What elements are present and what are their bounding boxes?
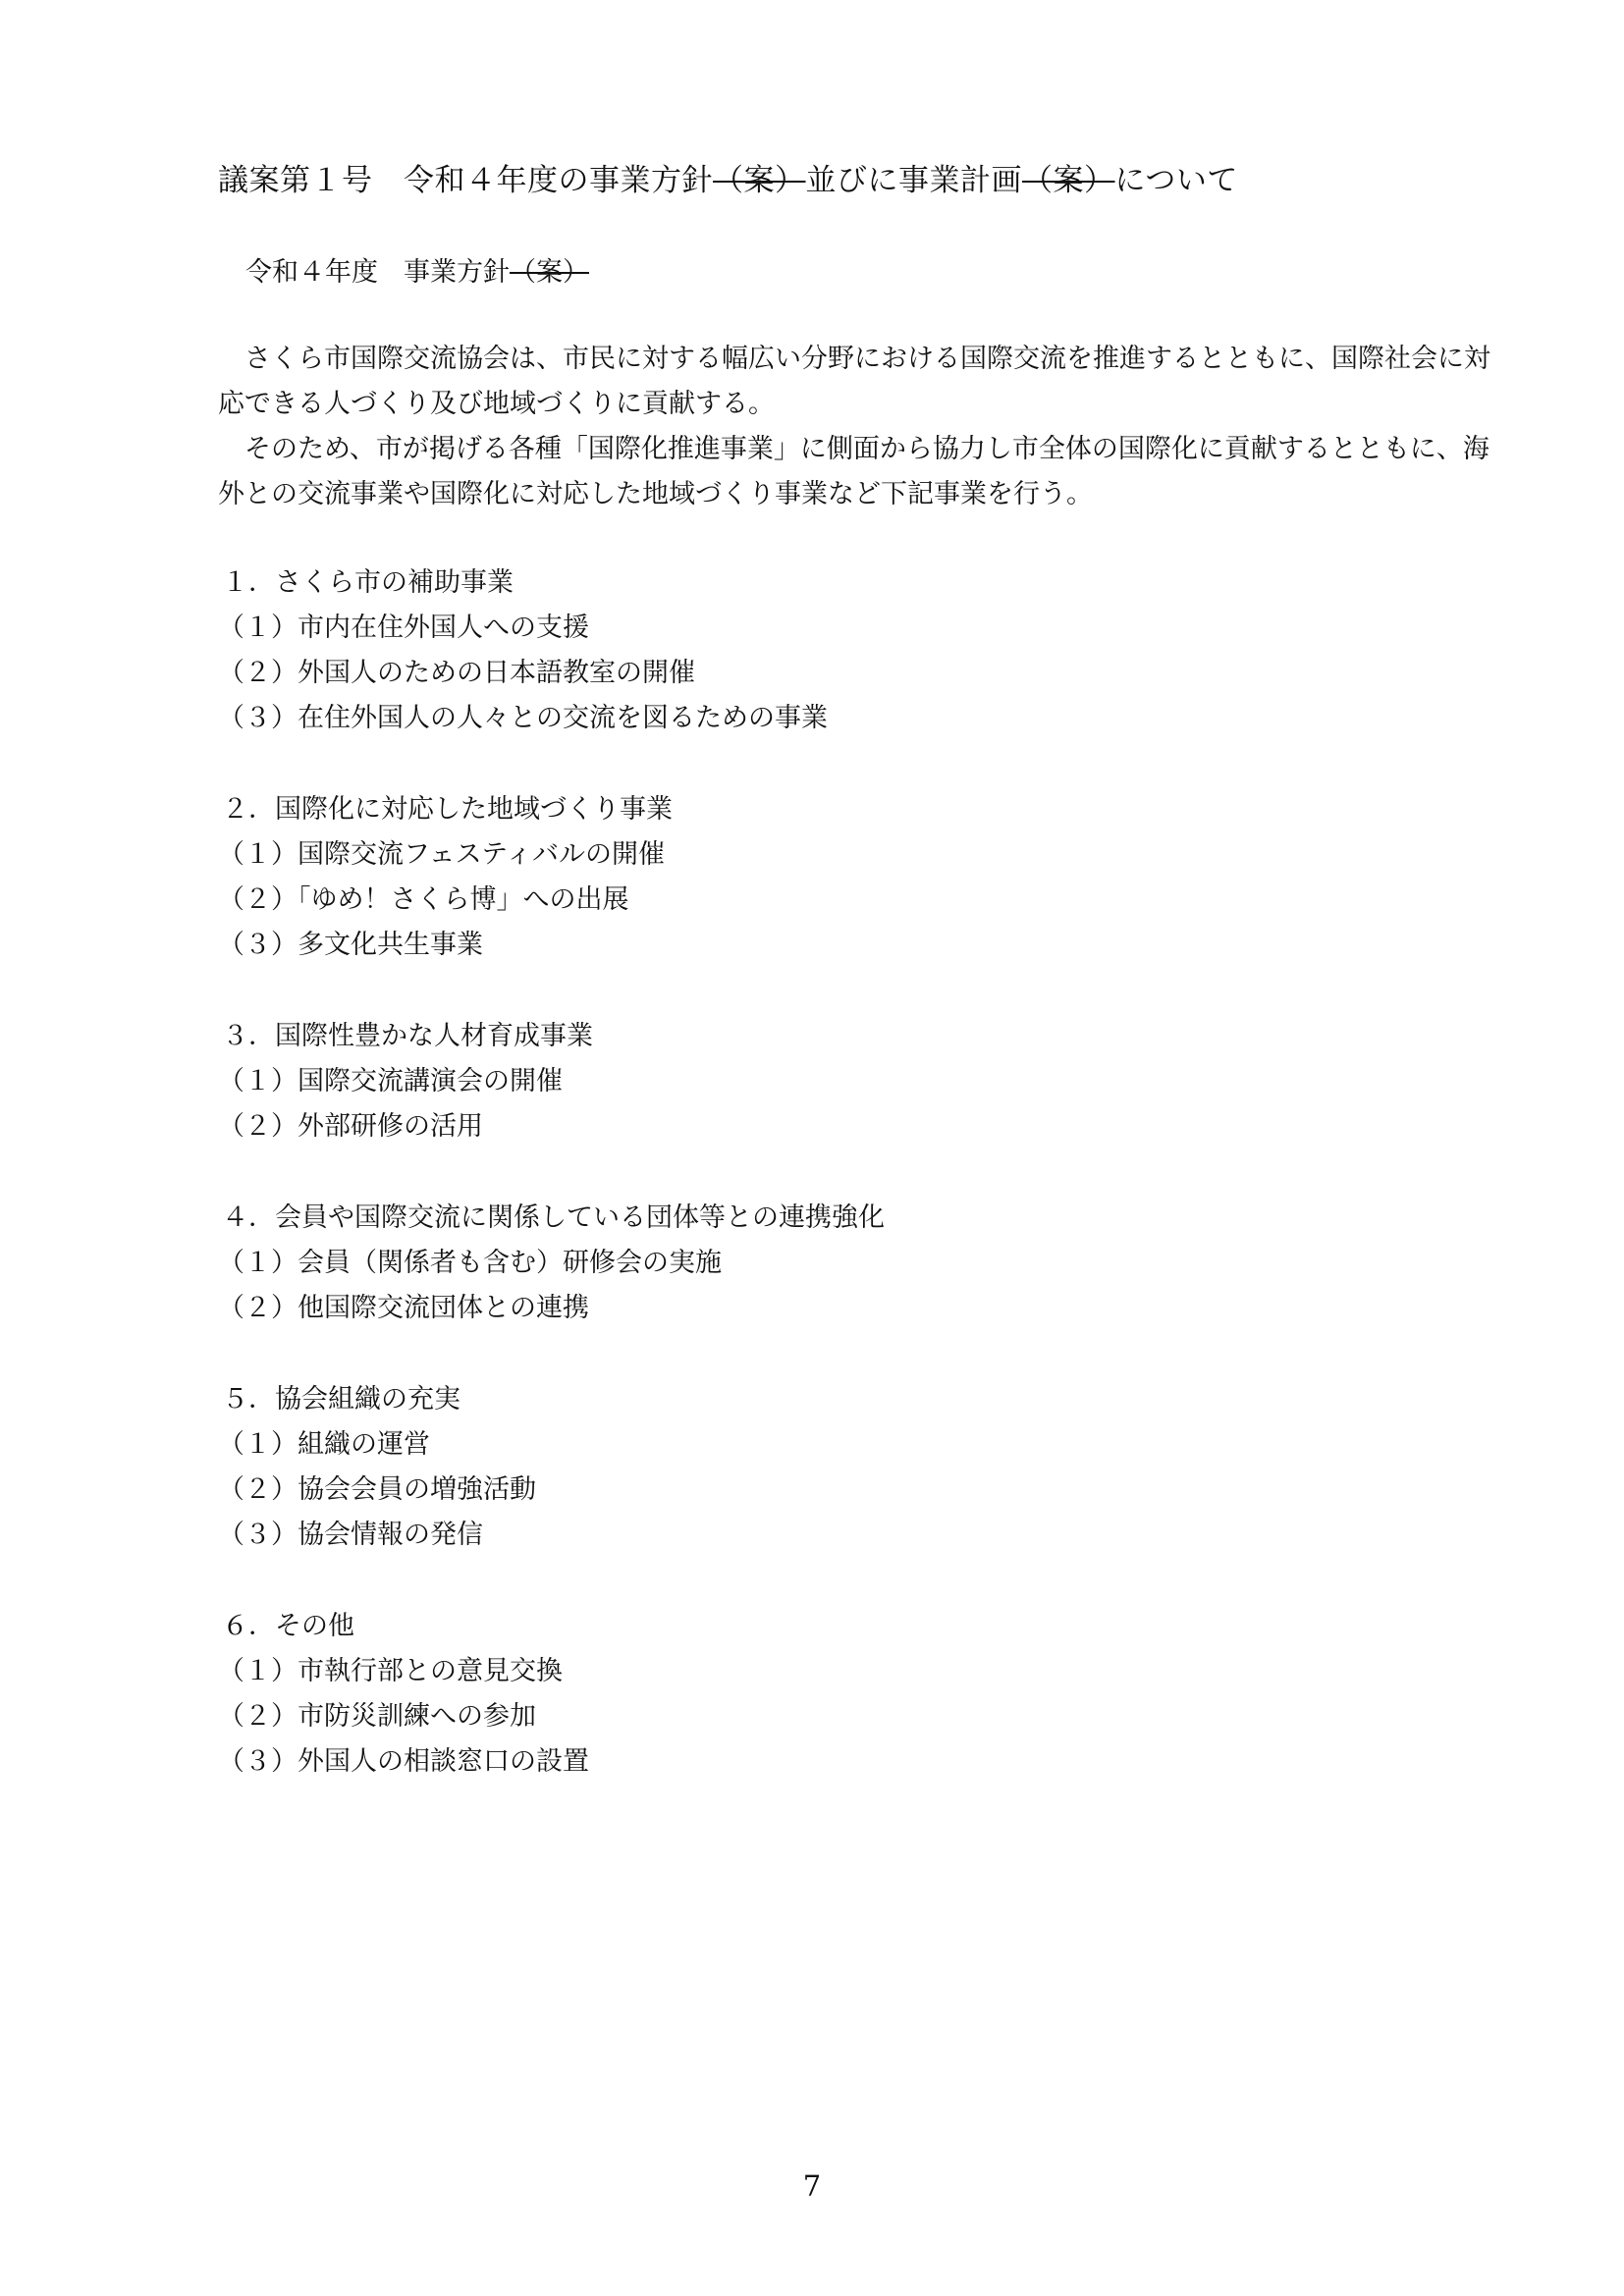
list-item: （３）在住外国人の人々との交流を図るための事業: [218, 703, 828, 733]
list-item: （３）多文化共生事業: [218, 930, 483, 960]
section-heading: ６．その他: [222, 1611, 354, 1641]
subtitle-year: 令和４年度: [245, 257, 378, 288]
list-item: （２）「ゆめ！さくら博」への出展: [218, 884, 629, 915]
section-heading: ４．会員や国際交流に関係している団体等との連携強化: [222, 1202, 885, 1233]
section-heading: ３．国際性豊かな人材育成事業: [222, 1021, 593, 1051]
title-part-3: について: [1114, 163, 1238, 198]
section-heading: １．さくら市の補助事業: [222, 567, 514, 598]
section-2: [218, 787, 1494, 968]
section-heading: ５．協会組織の充実: [222, 1384, 460, 1415]
title-struck-draft-1: （案）: [713, 163, 806, 198]
intro-paragraph: さくら市国際交流協会は、市民に対する幅広い分野における国際交流を推進するとともに、国際社会に対応できる人づくり及び地域づくりに貢献する。: [218, 344, 1490, 419]
subtitle-policy: 事業方針: [404, 257, 510, 288]
section-5: [218, 1377, 1494, 1558]
section-6: [218, 1604, 1494, 1785]
title-part-1: 議案第１号 令和４年度の事業方針: [218, 163, 713, 198]
list-item: （２）市防災訓練への参加: [218, 1701, 536, 1732]
list-item: （３）外国人の相談窓口の設置: [218, 1746, 589, 1777]
section-3: [218, 1014, 1494, 1149]
section-heading: ２．国際化に対応した地域づくり事業: [222, 794, 673, 825]
list-item: （３）協会情報の発信: [218, 1520, 483, 1550]
list-item: （１）国際交流講演会の開催: [218, 1066, 563, 1096]
list-item: （２）協会会員の増強活動: [218, 1474, 536, 1505]
list-item: （１）会員（関係者も含む）研修会の実施: [218, 1248, 722, 1278]
page-number: 7: [802, 2169, 822, 2203]
section-1: [218, 561, 1494, 741]
policy-subtitle: [245, 250, 589, 289]
subtitle-struck-draft: （案）: [510, 257, 589, 288]
list-item: （２）他国際交流団体との連携: [218, 1293, 589, 1323]
list-item: （１）市内在住外国人への支援: [218, 613, 589, 643]
list-item: （１）国際交流フェスティバルの開催: [218, 839, 665, 870]
list-item: （１）組織の運営: [218, 1429, 430, 1460]
list-item: （２）外国人のための日本語教室の開催: [218, 658, 695, 688]
list-item: （１）市執行部との意見交換: [218, 1656, 563, 1686]
section-4: [218, 1196, 1494, 1331]
title-part-2: 並びに事業計画: [805, 163, 1022, 198]
list-item: （２）外部研修の活用: [218, 1111, 483, 1142]
title-struck-draft-2: （案）: [1022, 163, 1115, 198]
agenda-title: [218, 155, 1238, 199]
policy-paragraph: そのため、市が掲げる各種「国際化推進事業」に側面から協力し市全体の国際化に貢献するとともに、海外との交流事業や国際化に対応した地域づくり事業など下記事業を行う。: [218, 434, 1489, 509]
